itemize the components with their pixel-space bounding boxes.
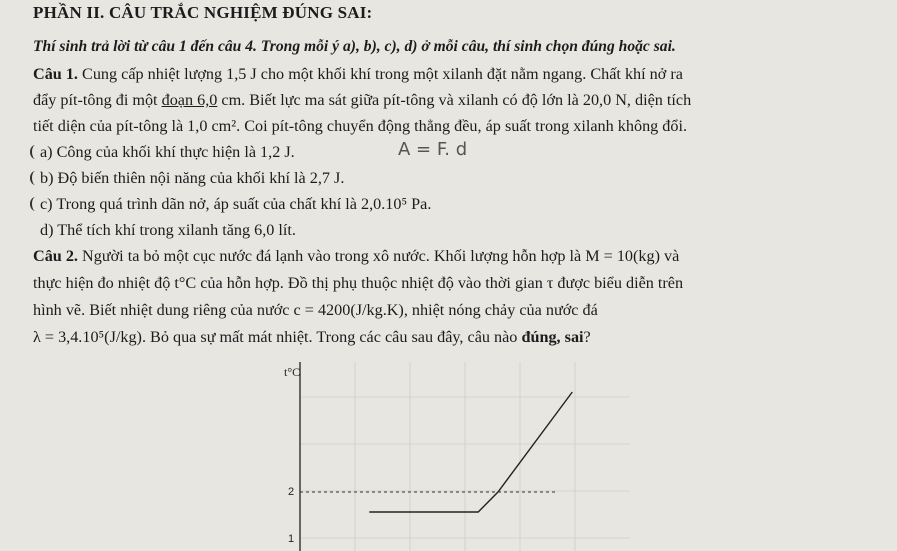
series-line-temperature: [369, 392, 572, 512]
question-1-option-a: a) Công của khối khí thực hiện là 1,2 J.: [40, 143, 295, 161]
chart-series: [300, 392, 572, 512]
section-instructions: Thí sinh trả lời từ câu 1 đến câu 4. Trong mỗi ý a), b), c), d) ở mỗi câu, thí sinh chọn đúng hoặc sai.: [33, 38, 676, 55]
question-2-label: Câu 2.: [33, 247, 78, 265]
question-1-option-c: c) Trong quá trình dãn nở, áp suất của chất khí là 2,0.10⁵ Pa.: [40, 195, 432, 213]
y-tick-label-1: 1: [288, 533, 295, 545]
question-1-option-d: d) Thể tích khí trong xilanh tăng 6,0 lít.: [40, 221, 296, 239]
y-axis-label: t°C: [284, 365, 301, 379]
question-1-line-1: Câu 1. Cung cấp nhiệt lượng 1,5 J cho một khối khí trong một xilanh đặt nằm ngang. Chất khí nở ra: [33, 65, 683, 83]
section-title: PHẦN II. CÂU TRẮC NGHIỆM ĐÚNG SAI:: [33, 3, 373, 22]
question-2-line-3: hình vẽ. Biết nhiệt dung riêng của nước c = 4200(J/kg.K), nhiệt nóng chảy của nước đá: [33, 301, 598, 319]
question-1-line-2: đẩy pít-tông đi một đoạn 6,0 cm. Biết lực ma sát giữa pít-tông và xilanh có độ lớn là 20,0 N, diện tích: [33, 91, 692, 109]
question-1-line-3: tiết diện của pít-tông là 1,0 cm². Coi pít-tông chuyển động thẳng đều, áp suất trong xilanh không đổi.: [33, 117, 688, 135]
handwritten-note: A = F. d: [398, 139, 468, 160]
question-2-line-1: Câu 2. Người ta bỏ một cục nước đá lạnh vào trong xô nước. Khối lượng hỗn hợp là M = 10(kg) và: [33, 247, 680, 265]
y-tick-label-2: 2: [288, 486, 295, 498]
underlined-distance: đoạn 6,0: [161, 91, 218, 109]
question-2-line-2: thực hiện đo nhiệt độ t°C của hỗn hợp. Đồ thị phụ thuộc nhiệt độ vào thời gian τ được biểu diễn trên: [33, 274, 684, 292]
chart-grid: [300, 362, 630, 551]
question-2-line-4: λ = 3,4.10⁵(J/kg). Bỏ qua sự mất mát nhiệt. Trong các câu sau đây, câu nào đúng, sai?: [33, 328, 591, 346]
question-1-label: Câu 1.: [33, 65, 78, 83]
temperature-time-chart: [270, 352, 630, 551]
question-1-option-b: b) Độ biến thiên nội năng của khối khí là 2,7 J.: [40, 169, 345, 187]
